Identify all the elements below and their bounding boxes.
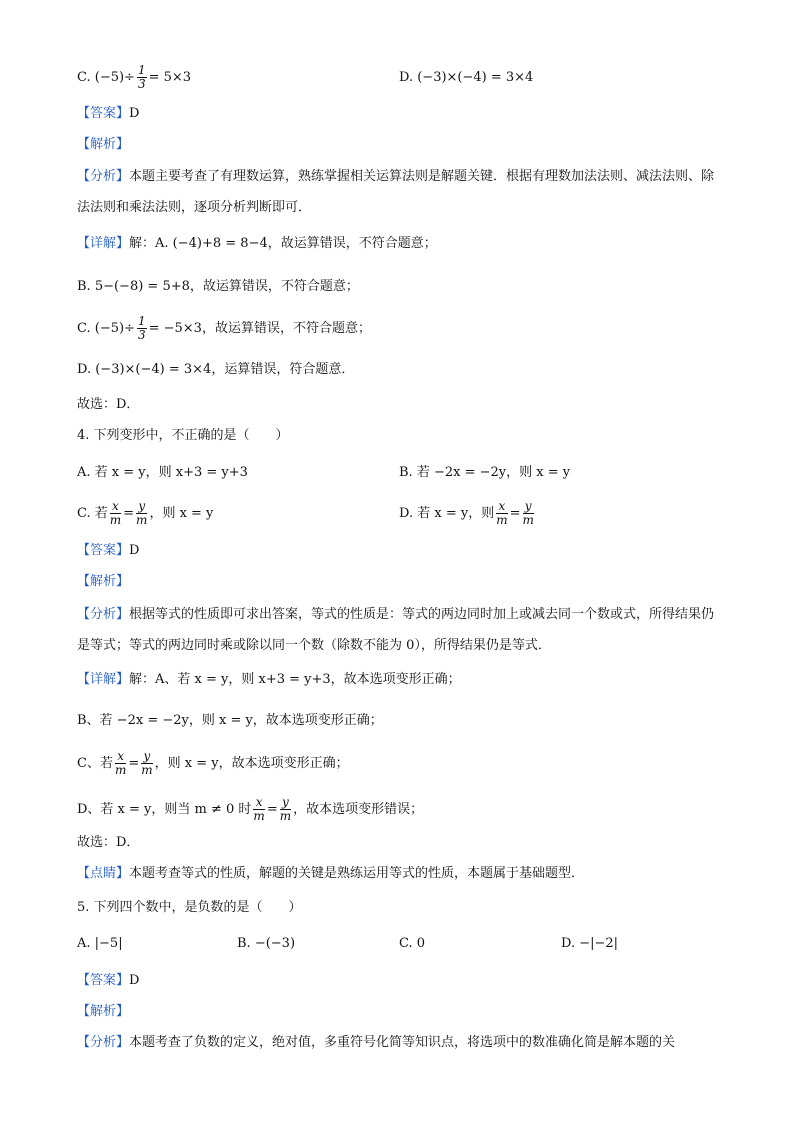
q4-option-c: C. 若 $\frac{x}{m}$ = $\frac{y}{m}$ ，则 x = y (77, 499, 214, 527)
q3-detail-b: B. 5−(−8) = 5+8，故运算错误，不符合题意； (77, 279, 359, 294)
q3-detail-d: D. (−3)×(−4) = 3×4，运算错误，符合题意． (77, 362, 355, 377)
q4-analysis-tag: 【解析】 (77, 574, 130, 589)
q4-option-a: A. 若 x = y，则 x+3 = y+3 (77, 465, 248, 480)
fraction: $\frac{y}{m}$ (279, 795, 292, 823)
q3-option-c (77, 64, 191, 91)
fraction: $\frac{y}{m}$ (141, 749, 153, 777)
q3-option-c-result: = 5×3 (148, 70, 192, 85)
q4-detail-d: D、若 x = y，则当 m ≠ 0 时 $\frac{x}{m}$ = $\frac{y}{m}$ ，故本选项变形错误； (77, 795, 424, 823)
q5-option-d: D. −|−2| (561, 936, 619, 951)
q5-option-a: A. |−5| (77, 936, 123, 951)
q3-detail-a: 【详解】解：A. (−4)+8 = 8−4，故运算错误，不符合题意； (77, 236, 437, 251)
q5-option-c: C. 0 (399, 936, 426, 951)
q4-choose: 故选：D． (77, 835, 140, 850)
q3-option-c-text: C. (−5)÷ (77, 70, 135, 85)
q4-dianjing: 【点睛】本题考查等式的性质，解题的关键是熟练运用等式的性质，本题属于基础题型． (77, 866, 585, 881)
fraction: $\frac{y}{m}$ (522, 499, 534, 527)
q3-answer: 【答案】D (77, 106, 140, 121)
q4-detail-b: B、若 −2x = −2y，则 x = y，故本选项变形正确； (77, 713, 383, 728)
q4-option-d: D. 若 x = y，则 $\frac{x}{m}$ = $\frac{y}{m}$ (399, 499, 534, 527)
q3-choose: 故选：D． (77, 397, 140, 412)
q4-detail-a: 【详解】解：A、若 x = y，则 x+3 = y+3，故本选项变形正确； (77, 672, 461, 687)
q4-detail-c: C、若 $\frac{x}{m}$ = $\frac{y}{m}$ ，则 x = y，故本选项变形正确； (77, 749, 349, 777)
q4-answer: 【答案】D (77, 543, 140, 558)
q5-stem: 5. 下列四个数中，是负数的是（ ） (77, 900, 302, 915)
fraction: $\frac{x}{m}$ (114, 749, 127, 777)
q4-fenxi: 【分析】根据等式的性质即可求出答案，等式的性质是：等式的两边同时加上或减去同一个数或式，所得结果仍是等式；等式的两边同时乘或除以同一个数（除数不能为 0），所得结果仍是等式． (77, 607, 715, 653)
fraction: $\frac{1}{3}$ (137, 63, 146, 91)
q4-stem: 4. 下列变形中，不正确的是（ ） (77, 428, 289, 443)
q4-option-b: B. 若 −2x = −2y，则 x = y (399, 465, 571, 480)
fraction: $\frac{x}{m}$ (109, 499, 122, 527)
answer-tag: 【答案】 (77, 106, 130, 121)
q3-fenxi: 【分析】本题主要考查了有理数运算，熟练掌握相关运算法则是解题关键．根据有理数加法法则、减法法则、除法法则和乘法法则，逐项分析判断即可． (77, 169, 715, 215)
q5-option-b: B. −(−3) (237, 936, 296, 951)
q5-answer: 【答案】D (77, 973, 140, 988)
q5-fenxi: 【分析】本题考查了负数的定义，绝对值，多重符号化简等知识点，将选项中的数准确化简是解本题的关 (77, 1035, 676, 1050)
fraction: $\frac{x}{m}$ (496, 499, 508, 527)
fraction: $\frac{y}{m}$ (136, 499, 148, 527)
fraction: $\frac{1}{3}$ (137, 314, 146, 342)
q3-analysis-tag: 【解析】 (77, 137, 130, 152)
q3-option-d: D. (−3)×(−4) = 3×4 (399, 70, 534, 85)
fraction: $\frac{x}{m}$ (253, 795, 265, 823)
q3-detail-c: C. (−5)÷ $\frac{1}{3}$ = −5×3，故运算错误，不符合题意； (77, 314, 371, 342)
q5-analysis-tag: 【解析】 (77, 1004, 130, 1019)
